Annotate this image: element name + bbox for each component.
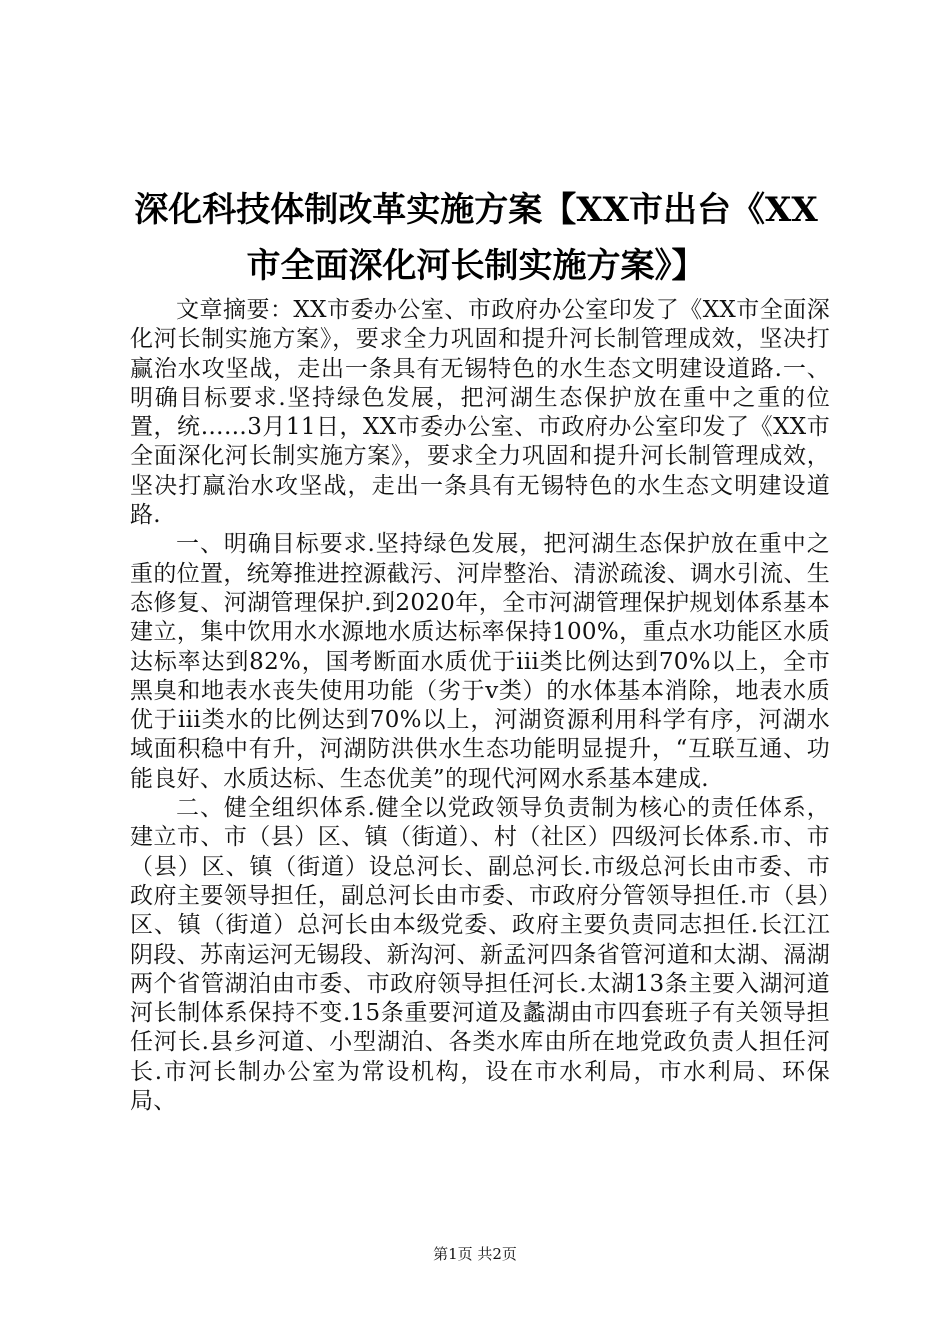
paragraph-organization: 二、健全组织体系.健全以党政领导负责制为核心的责任体系，建立市、市（县）区、镇（街道）、村（社区）四级河长体系.市、市（县）区、镇（街道）设总河长、副总河长.市级总河长由市委、市政府主要领导担任，副总河长由市委、市政府分管领导担任.市（县）区、镇（街道）总河长由本级党委、政府主要负责同志担任.长江江阴段、苏南运河无锡段、新沟河、新孟河四条省管河道和太湖、滆湖两个省管湖泊由市委、市政府领导担任河长.太湖13条主要入湖河道河长制体系保持不变.15条重要河道及蠡湖由市四套班子有关领导担任河长.县乡河道、小型湖泊、各类水库由所在地党政负责人担任河长.市河长制办公室为常设机构，设在市水利局，市水利局、环保局、 <box>130 795 830 1115</box>
paragraph-goals: 一、明确目标要求.坚持绿色发展，把河湖生态保护放在重中之重的位置，统筹推进控源截污、河岸整治、清淤疏浚、调水引流、生态修复、河湖管理保护.到2020年，全市河湖管理保护规划体系基本建立，集中饮用水水源地水质达标率保持100%，重点水功能区水质达标率达到82%，国考断面水质优于iii类比例达到70%以上，全市黑臭和地表水丧失使用功能（劣于v类）的水体基本消除，地表水质优于iii类水的比例达到70%以上，河湖资源利用科学有序，河湖水域面积稳中有升，河湖防洪供水生态功能明显提升，“互联互通、功能良好、水质达标、生态优美”的现代河网水系基本建成. <box>130 531 830 792</box>
document-body <box>130 296 830 1116</box>
paragraph-abstract: 文章摘要：XX市委办公室、市政府办公室印发了《XX市全面深化河长制实施方案》，要求全力巩固和提升河长制管理成效，坚决打赢治水攻坚战，走出一条具有无锡特色的水生态文明建设道路.一、明确目标要求.坚持绿色发展，把河湖生态保护放在重中之重的位置，统……3月11日，XX市委办公室、市政府办公室印发了《XX市全面深化河长制实施方案》，要求全力巩固和提升河长制管理成效，坚决打赢治水攻坚战，走出一条具有无锡特色的水生态文明建设道路. <box>130 297 830 529</box>
page-footer: 第1页 共2页 <box>433 1245 517 1263</box>
document-title: 深化科技体制改革实施方案【XX市出台《XX市全面深化河长制实施方案》】 <box>134 190 818 286</box>
